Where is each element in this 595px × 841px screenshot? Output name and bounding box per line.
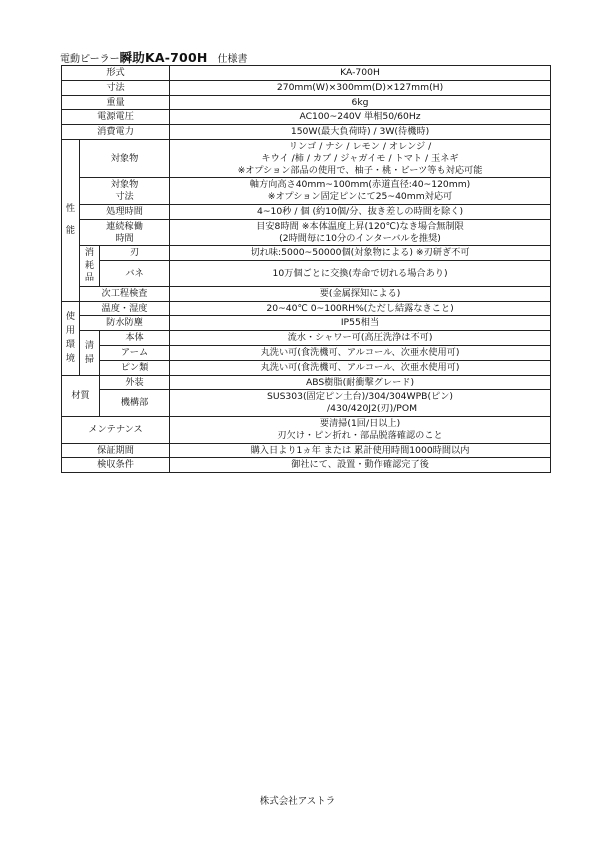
consumables-label [80, 246, 100, 287]
table-row [62, 286, 551, 301]
row-value: 270mm(W)×300mm(D)×127mm(H) [170, 80, 551, 95]
row-value [170, 390, 551, 417]
cleaning-label [80, 331, 100, 375]
table-row [62, 110, 551, 125]
row-value: 御社にて、設置・動作確認完了後 [170, 458, 551, 473]
company-name: 株式会社アストラ [259, 796, 336, 807]
row-value: 流水・シャワー可(高圧洗浄は不可) [170, 331, 551, 346]
table-row [62, 125, 551, 140]
row-value: 丸洗い可(食洗機可、アルコール、次亜水使用可) [170, 360, 551, 375]
table-row [62, 331, 551, 346]
cleaning-label-text: 清 掃 [84, 339, 95, 365]
value-line: /430/420J2(刃)/POM [327, 403, 417, 415]
group-label-text: 性 能 [65, 203, 76, 237]
label-line: 対象物 [110, 179, 139, 191]
label-line: 連続稼働 [106, 220, 143, 232]
group-label-environment [62, 301, 80, 375]
row-label: 刃 [100, 246, 170, 261]
row-label: 機構部 [100, 390, 170, 417]
row-label: メンテナンス [62, 417, 170, 444]
row-label: 材質 [62, 375, 100, 416]
table-row [62, 246, 551, 261]
row-label: 重量 [62, 95, 170, 110]
table-row [62, 301, 551, 316]
spec-table [61, 65, 551, 473]
row-value: AC100~240V 単相50/60Hz [170, 110, 551, 125]
row-label: アーム [100, 346, 170, 361]
row-value: 4~10秒 / 個 (約10個/分、抜き差しの時間を除く) [170, 204, 551, 219]
value-line: SUS303(固定ピン土台)/304/304WPB(ピン) [267, 391, 453, 403]
row-label: 形式 [62, 66, 170, 81]
value-line: ※オプション固定ピンにて25~40mm対応可 [267, 191, 453, 203]
value-line: 目安8時間 ※本体温度上昇(120℃)なき場合無制限 [256, 220, 464, 232]
table-row [62, 204, 551, 219]
table-row [62, 95, 551, 110]
title-product: 瞬助KA-700H [119, 50, 208, 65]
row-label: 電源電圧 [62, 110, 170, 125]
table-row [62, 80, 551, 95]
value-line: 要清掃(1回/日以上) [319, 418, 401, 430]
value-line: 刃欠け・ピン折れ・部品脱落確認のこと [277, 429, 443, 441]
row-label: 防水防塵 [80, 316, 170, 331]
row-label: 対象物 [80, 139, 170, 177]
table-row [62, 66, 551, 81]
row-value: 丸洗い可(食洗機可、アルコール、次亜水使用可) [170, 346, 551, 361]
table-row [62, 443, 551, 458]
row-label: バネ [100, 261, 170, 287]
table-row [62, 139, 551, 177]
row-value: 切れ味:5000~50000個(対象物による) ※刃研ぎ不可 [170, 246, 551, 261]
row-value [170, 178, 551, 205]
group-label-performance [62, 139, 80, 301]
table-row [62, 346, 551, 361]
row-value: ABS樹脂(耐衝撃グレード) [170, 375, 551, 390]
table-row [62, 390, 551, 417]
row-value: 要(金属探知による) [170, 286, 551, 301]
row-value: 20~40℃ 0~100RH%(ただし結露なきこと) [170, 301, 551, 316]
row-value: 購入日より1ヵ年 または 累計使用時間1000時間以内 [170, 443, 551, 458]
table-row [62, 458, 551, 473]
row-value: IP55相当 [170, 316, 551, 331]
table-row [62, 219, 551, 246]
row-label: 消費電力 [62, 125, 170, 140]
value-line: キウイ /柿 / カブ / ジャガイモ / トマト / 玉ネギ [261, 152, 459, 164]
row-label [80, 219, 170, 246]
table-row [62, 261, 551, 272]
table-row [62, 360, 551, 375]
label-line: 寸法 [115, 191, 134, 203]
row-label: 寸法 [62, 80, 170, 95]
table-row [62, 178, 551, 205]
row-value: KA-700H [170, 66, 551, 81]
row-label: 次工程検査 [80, 286, 170, 301]
row-value: 150W(最大負荷時) / 3W(待機時) [170, 125, 551, 140]
row-label: 本体 [100, 331, 170, 346]
row-label: 外装 [100, 375, 170, 390]
row-label: 処理時間 [80, 204, 170, 219]
consumables-label-text: 消 耗 品 [84, 247, 95, 284]
value-line: 軸方向高さ40mm~100mm(赤道直径:40~120mm) [249, 179, 471, 191]
value-line: リンゴ / ナシ / レモン / オレンジ / [288, 140, 432, 152]
value-line: ※オプション部品の使用で、柚子・桃・ビーツ等も対応可能 [237, 164, 483, 176]
table-row [62, 316, 551, 331]
row-label: 温度・湿度 [80, 301, 170, 316]
row-label: 保証期間 [62, 443, 170, 458]
row-label [80, 178, 170, 205]
table-row [62, 417, 551, 444]
title-suffix: 仕様書 [217, 54, 248, 65]
table-row [62, 375, 551, 390]
row-value [170, 219, 551, 246]
row-value [170, 139, 551, 177]
label-line: 時間 [115, 232, 134, 244]
value-line: (2時間毎に10分のインターバルを推奨) [279, 232, 441, 244]
row-value [170, 417, 551, 444]
row-label: ピン類 [100, 360, 170, 375]
document-title [60, 48, 248, 66]
title-prefix: 電動ピーラー [60, 54, 120, 65]
row-label: 検収条件 [62, 458, 170, 473]
row-value: 10万個ごとに交換(寿命で切れる場合あり) [170, 261, 551, 287]
row-value: 6kg [170, 95, 551, 110]
group-label-text: 使 用 環 境 [65, 311, 76, 365]
